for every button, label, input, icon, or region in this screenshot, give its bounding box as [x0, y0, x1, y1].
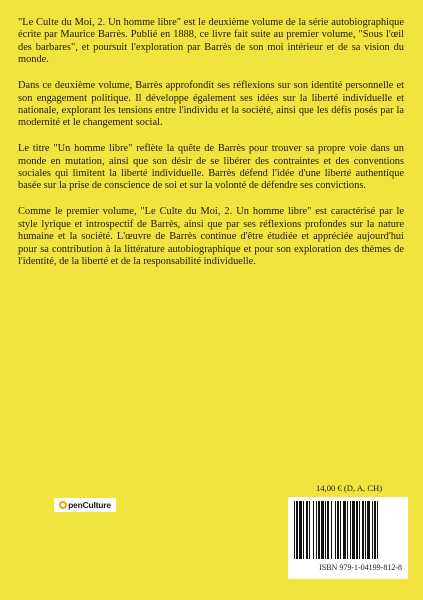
barcode-bar — [303, 501, 304, 559]
barcode-bar — [359, 501, 360, 559]
barcode-bar — [296, 501, 298, 559]
paragraph-2: Dans ce deuxième volume, Barrès approfondit ses réflexions sur son identité personnelle et son engagement politique. Il développe également ses idées sur la liberté individuelle et nationale, explorant les tensions entre l'individu et la société, ainsi que les défis posés par la modernité et le changement social. — [18, 80, 404, 129]
barcode-bar — [294, 501, 295, 559]
publisher-logo — [54, 498, 116, 512]
barcode-bar — [335, 501, 336, 559]
barcode-bar — [306, 501, 308, 559]
barcode-bar — [327, 501, 329, 559]
barcode-icon — [294, 501, 402, 559]
barcode-bar — [356, 501, 358, 559]
paragraph-3: Le titre "Un homme libre" reflète la quête de Barrès pour trouver sa propre voie dans un monde en mutation, ainsi que son désir de se libérer des contraintes et des conventions sociales qui limitent la liberté individuelle. Barrès défend l'idée d'une liberté authentique basée sur la prise de conscience de soi et sur la volonté de défendre ses convictions. — [18, 143, 404, 192]
barcode-bar — [321, 501, 324, 559]
barcode-bar — [316, 501, 317, 559]
barcode-bar — [372, 501, 373, 559]
back-cover-text — [18, 17, 404, 282]
barcode-bar — [347, 501, 348, 559]
logo-text-open: pen — [68, 500, 83, 510]
paragraph-1: "Le Culte du Moi, 2. Un homme libre" est le deuxième volume de la série autobiographique écrite par Maurice Barrès. Publié en 1888, ce livre fait suite au premier volume, "Sous l'œil des barbares", et poursuit l'exploration par Barrès de son moi intérieur et de sa vision du monde. — [18, 17, 404, 66]
barcode-bar — [299, 501, 302, 559]
barcode-bar — [367, 501, 370, 559]
isbn-label: ISBN 979-1-04199-812-8 — [319, 563, 402, 572]
barcode-bar — [377, 501, 378, 559]
barcode-bar — [343, 501, 346, 559]
barcode-bar — [318, 501, 320, 559]
barcode-bar — [374, 501, 376, 559]
barcode-bar — [331, 501, 332, 559]
barcode-bar — [313, 501, 314, 559]
price-label: 14,00 € (D, A, CH) — [316, 483, 383, 493]
barcode-bar — [309, 501, 310, 559]
logo-o-icon — [59, 501, 67, 509]
barcode-bar — [365, 501, 366, 559]
barcode-area — [288, 497, 408, 579]
paragraph-4: Comme le premier volume, "Le Culte du Moi, 2. Un homme libre" est caractérisé par le style lyrique et introspectif de Barrès, ainsi que par ses réflexions profondes sur la nature humaine et la société. L'œuvre de Barrès continue d'être étudiée et appréciée aujourd'hui pour sa contribution à la littérature autobiographique et pour son exploration des thèmes de l'identité, de la liberté et de la responsabilité individuelle. — [18, 206, 404, 267]
barcode-bar — [362, 501, 364, 559]
logo-text-culture: Culture — [82, 500, 111, 510]
barcode-bar — [350, 501, 351, 559]
barcode-bar — [325, 501, 326, 559]
barcode-bar — [337, 501, 339, 559]
barcode-bar — [352, 501, 355, 559]
barcode-bar — [340, 501, 341, 559]
